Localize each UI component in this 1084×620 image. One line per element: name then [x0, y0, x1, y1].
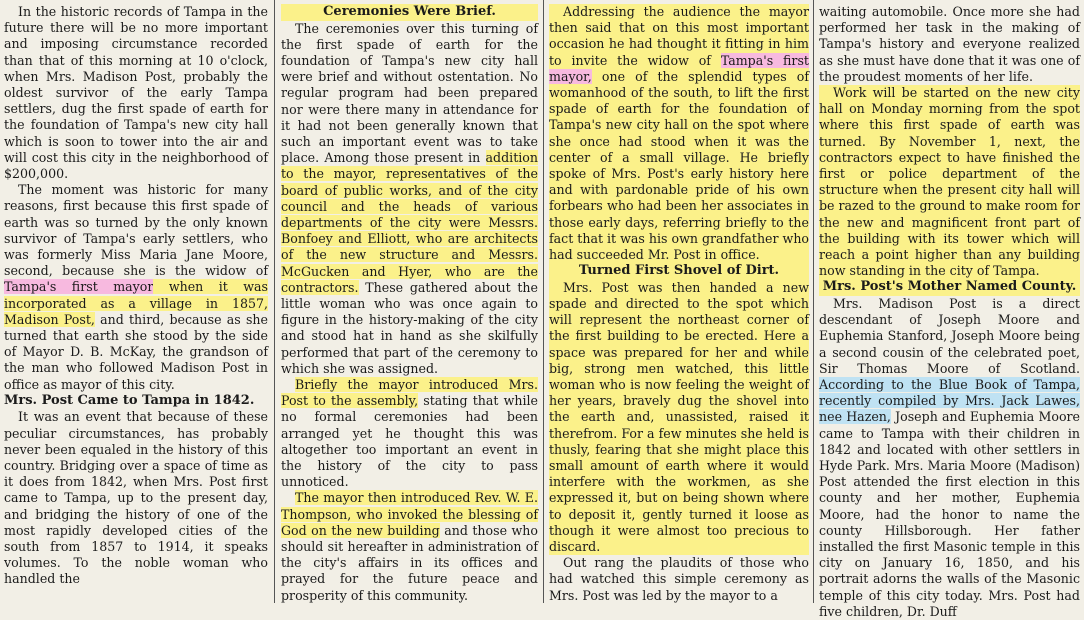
article-paragraph: [281, 21, 538, 377]
highlight-yellow: Work will be started on the new city hall on Monday morning from the spot where this first spade of earth was turned. By November 1, next, the contractors expect to have finished the first or police department of the structure when the present city hall will be razed to the ground to make room for the new and magnificent front part of the building with its tower which will reach a point higher than any building now standing in the city of Tampa.: [819, 85, 1081, 279]
highlight-blue: According to the Blue Book of Tampa, recently compiled by Mrs. Jack Lawes, nee Hazen,: [819, 376, 1080, 425]
section-heading: Turned First Shovel of Dirt.: [549, 263, 809, 280]
article-paragraph: [819, 85, 1080, 279]
highlight-yellow: when it was incorporated as a village in 1857, Madison Post,: [4, 279, 269, 327]
section-heading: Ceremonies Were Brief.: [281, 4, 538, 21]
column-divider: [813, 0, 814, 603]
highlight-yellow: Here a space was prepared for her and while big, strong men watched, this little woman who is now feeling the weight of her years, bravely dug the shovel into the earth and, unassisted, raised it therefrom. For a few minutes she held is thusly, fearing that she might place this small amount of earth where it would interfere with the workmen, as she expressed it, but on being shown where to deposit it, gently turned it loose as though it were almost too precious to discard.: [549, 328, 809, 554]
article-paragraph: [4, 182, 268, 393]
paragraph-text: Joseph and Euphemia Moore came to Tampa with their children in 1842 and located with other settlers in Hyde Park. Mrs. Maria Moore (Madison) Post attended the first election in this county and her mother, Euphemia Moore, had the honor to name the county Hillsborough. Her father installed the first Masonic temple in this city on January 16, 1850, and his portrait adorns the walls of the Masonic temple of this city today. Mrs. Post had five children, Dr. Duff: [819, 409, 1080, 619]
column-3: [545, 0, 813, 603]
article-paragraph: [4, 409, 268, 587]
column-divider: [543, 0, 544, 603]
highlight-yellow: The mayor then introduced Rev. W. E. Thompson, who invoked the blessing of God on the new building: [281, 490, 538, 538]
paragraph-text: and those who should sit hereafter in administration of the city's affairs in its offices and prayed for the future peace and prosperity of this community.: [281, 522, 538, 603]
column-2: [277, 0, 542, 603]
paragraph-text: The moment was historic for many reasons, first because this first spade of earth was so turned by the only known survivor of Tampa's early settlers, who was formerly Miss Maria Jane Moore, second, because she is the widow of: [4, 182, 268, 279]
paragraph-text: In the historic records of Tampa in the future there will be no more important and imposing circumstance recorded than that of this morning at 10 o'clock, when Mrs. Madison Post, probably the oldest survivor of the early Tampa settlers, dug the first spade of earth for the foundation of Tampa's new city hall which is soon to tower into the air and will cost this city in the neighborhood of $200,000.: [4, 4, 268, 182]
article-paragraph: [281, 377, 538, 490]
article-paragraph: [819, 4, 1080, 85]
article-paragraph: [549, 4, 809, 263]
paragraph-text: Mrs. Madison Post is a direct descendant of Joseph Moore and Euphemia Stanford, Joseph Moore being a second cousin of the celebrated poet, Sir Thomas Moore of Scotland.: [819, 295, 1080, 376]
highlight-yellow: it was his own grandfather who had succeeded Mr. Post in office.: [549, 230, 810, 263]
paragraph-text: and third, because as she turned that earth she stood by the side of Mayor D. B. McKay, the grandson of the man who followed Madison Post in office as mayor of this city.: [4, 311, 268, 392]
highlight-yellow: addition to the mayor, representatives of the board of public works, and of the city council and the heads of various departments of the city were Messrs. Bonfoey and Elliott, who are architects of the new structure and Messrs. McGucken and Hyer, who are the contractors.: [281, 150, 538, 295]
article-paragraph: [4, 4, 268, 182]
paragraph-text: Addressing the audience the mayor then said that on this most important occasion he had thought it fitting in him to invite the widow of: [549, 4, 809, 68]
paragraph-text: Out rang the plaudits of those who had watched this simple ceremony as Mrs. Post was led by the mayor to a: [549, 555, 809, 603]
highlight-yellow: Mrs. Post was then handed a new spade and directed to the spot which will represent the northeast corner of the first building to be erected.: [549, 279, 809, 344]
paragraph-text: waiting automobile. Once more she had performed her task in the making of Tampa's history and everyone realized as she must have done that it was one of the proudest moments of her life.: [819, 4, 1080, 84]
highlight-pink: Tampa's first mayor,: [549, 52, 809, 84]
highlight-yellow: Briefly the mayor introduced Mrs. Post to the assembly,: [281, 376, 538, 409]
highlight-pink: Tampa's first mayor: [4, 279, 154, 295]
paragraph-text: one of the splendid types of womanhood of the south, to lift the first spade of earth for the foundation of Tampa's new city hall on the spot where she once had stood when it was the center of a small village. He briefly spoke of Mrs. Post's early history here and with pardonable pride of his own forbears who had been her associates in those early days, referring briefly to the fact that: [549, 68, 809, 246]
article-paragraph: [549, 555, 809, 604]
paragraph-text: The ceremonies over this turning of the first spade of earth for the foundation of Tampa's new city hall were brief and without ostentation. No regular program had been prepared nor were there many in attendance for it had not been generally known that such an important event was to take place. Among those present in: [281, 20, 538, 166]
paragraph-text: It was an event that because of these peculiar circumstances, has probably never been equaled in the history of this country. Bridging over a space of time as it does from 1842, when Mrs. Post first came to Tampa, up to the present day, and bridging the history of one of the most rapidly developed cities of the south from 1857 to 1914, it speaks volumes. To the noble woman who handled the: [4, 409, 268, 587]
column-1: [0, 0, 272, 603]
column-divider: [274, 0, 275, 603]
article-paragraph: [549, 280, 809, 555]
column-4: [815, 0, 1084, 619]
paragraph-text: stating that while no formal ceremonies had been arranged yet he thought this was altogether too important an event in the history of the city to pass unnoticed.: [281, 393, 538, 490]
paragraph-text: These gathered about the little woman who was once again to figure in the history-making of the city and stood hat in hand as she skilfully performed that part of the ceremony to which she was assigned.: [281, 279, 538, 376]
section-heading: Mrs. Post Came to Tampa in 1842.: [4, 392, 255, 408]
section-heading: Mrs. Post's Mother Named County.: [819, 279, 1080, 296]
article-paragraph: [819, 296, 1080, 620]
article-paragraph: [281, 490, 538, 603]
